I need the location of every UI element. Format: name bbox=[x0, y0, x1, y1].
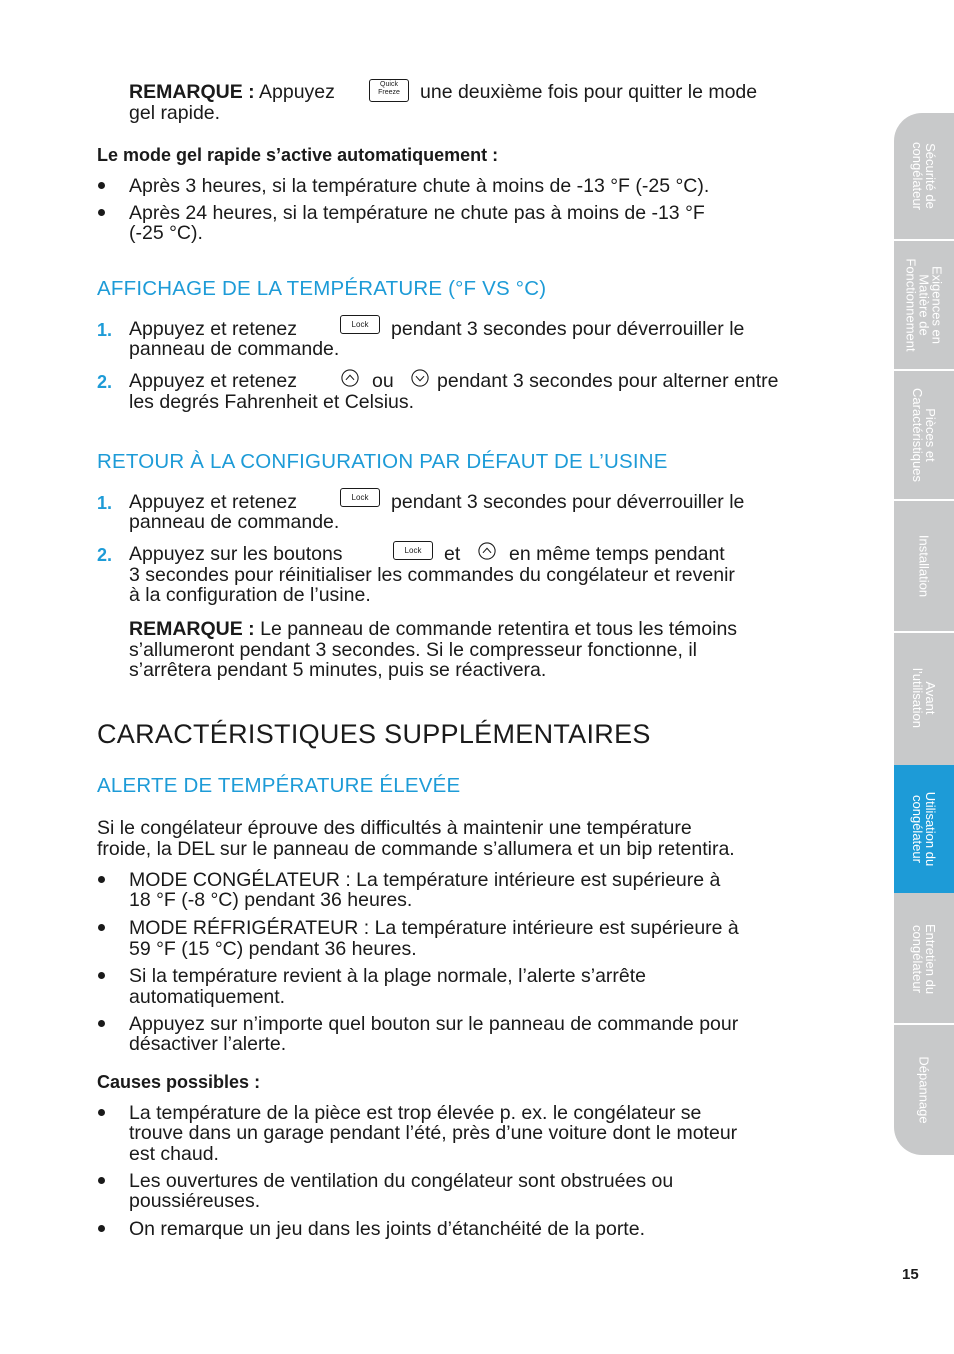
tab-label-line: Caractéristiques bbox=[910, 388, 925, 482]
tab-label bbox=[911, 388, 937, 482]
list-item: Après 24 heures, si la température ne chute pas à moins de -13 °F bbox=[129, 202, 705, 224]
step-text: ou bbox=[372, 370, 394, 392]
tab-label-line: Avant bbox=[923, 681, 938, 715]
step-number: 2. bbox=[97, 372, 113, 392]
section-heading: ALERTE DE TEMPÉRATURE ÉLEVÉE bbox=[97, 774, 461, 797]
bullet-dot bbox=[98, 924, 105, 931]
chevron-down-button-icon bbox=[411, 369, 429, 387]
note-text: Appuyez bbox=[259, 81, 335, 103]
note-text: s’allumeront pendant 3 secondes. Si le compresseur fonctionne, il bbox=[129, 639, 697, 661]
button-text: Lock bbox=[351, 320, 369, 329]
sidebar-tab-securite[interactable] bbox=[894, 113, 954, 239]
tab-label bbox=[918, 535, 931, 597]
page-title: CARACTÉRISTIQUES SUPPLÉMENTAIRES bbox=[97, 719, 651, 749]
tab-label-line: congélateur bbox=[910, 795, 925, 863]
tab-label-line: Entretien du bbox=[923, 923, 938, 995]
tab-label-line: Exigences en bbox=[929, 265, 945, 345]
step-number: 1. bbox=[97, 320, 113, 340]
sidebar-tab-avant[interactable] bbox=[894, 633, 954, 763]
button-text-line: Freeze bbox=[378, 89, 400, 96]
tab-label bbox=[911, 924, 937, 994]
step-text: Appuyez et retenez bbox=[129, 370, 298, 392]
tab-label-line: congélateur bbox=[910, 925, 925, 993]
sidebar-tab-depannage[interactable] bbox=[894, 1025, 954, 1155]
list-item: Après 3 heures, si la température chute à moins de -13 °F (-25 °C). bbox=[129, 175, 710, 197]
paragraph-line: Si le congélateur éprouve des difficultés à maintenir une température bbox=[97, 817, 692, 839]
bullet-dot bbox=[98, 1177, 105, 1184]
list-item: (-25 °C). bbox=[129, 222, 203, 244]
auto-heading: Le mode gel rapide s’active automatiquement : bbox=[97, 145, 499, 165]
list-item: MODE CONGÉLATEUR : La température intérieure est supérieure à bbox=[129, 869, 721, 891]
page-number: 15 bbox=[902, 1266, 919, 1283]
paragraph-line: froide, la DEL sur le panneau de commande s’allumera et un bip retentira. bbox=[97, 838, 735, 860]
list-item: trouve dans un garage pendant l’été, près d’une voiture dont le moteur bbox=[129, 1122, 738, 1144]
section-heading: RETOUR À LA CONFIGURATION PAR DÉFAUT DE L’USINE bbox=[97, 450, 668, 473]
tab-label bbox=[911, 792, 937, 866]
step-number: 2. bbox=[97, 545, 113, 565]
list-item: désactiver l’alerte. bbox=[129, 1033, 287, 1055]
tab-label-line: Sécurité de bbox=[923, 143, 938, 209]
tab-label-line: Utilisation du bbox=[923, 791, 938, 867]
sidebar-tab-entretien[interactable] bbox=[894, 895, 954, 1023]
tab-label bbox=[918, 1056, 931, 1123]
step-text: panneau de commande. bbox=[129, 511, 340, 533]
bullet-dot bbox=[98, 182, 105, 189]
note-text: Le panneau de commande retentira et tous les témoins bbox=[260, 618, 738, 640]
sidebar-tab-utilisation[interactable] bbox=[894, 765, 954, 893]
tab-label-line: Pièces et bbox=[923, 408, 938, 462]
step-text: 3 secondes pour réinitialiser les commandes du congélateur et revenir bbox=[129, 564, 735, 586]
bullet-dot bbox=[98, 1225, 105, 1232]
list-item: Appuyez sur n’importe quel bouton sur le panneau de commande pour bbox=[129, 1013, 739, 1035]
step-text: panneau de commande. bbox=[129, 338, 340, 360]
note-label: REMARQUE : bbox=[129, 618, 255, 640]
note-text: gel rapide. bbox=[129, 102, 221, 124]
list-item: Si la température revient à la plage normale, l’alerte s’arrête bbox=[129, 965, 647, 987]
tab-label-line: Installation bbox=[916, 534, 932, 598]
step-text: Appuyez sur les boutons bbox=[129, 543, 343, 565]
bullet-dot bbox=[98, 972, 105, 979]
bullet-dot bbox=[98, 209, 105, 216]
tab-label bbox=[911, 668, 937, 728]
button-text: Lock bbox=[351, 493, 369, 502]
list-item: automatiquement. bbox=[129, 986, 286, 1008]
button-text: Lock bbox=[404, 546, 422, 555]
tab-label-line: congélateur bbox=[910, 142, 925, 210]
step-text: à la configuration de l’usine. bbox=[129, 584, 371, 606]
tab-label-line: Matière de bbox=[916, 274, 932, 336]
tab-label-line: Dépannage bbox=[916, 1056, 932, 1124]
tab-label-line: l’utilisation bbox=[910, 668, 925, 728]
button-text-line: Quick bbox=[380, 81, 398, 88]
lock-button-icon bbox=[340, 315, 380, 334]
note-quick-freeze bbox=[129, 82, 335, 103]
step-text: pendant 3 secondes pour alterner entre bbox=[437, 370, 779, 392]
list-item: 18 °F (-8 °C) pendant 36 heures. bbox=[129, 889, 413, 911]
list-item: poussiéreuses. bbox=[129, 1190, 261, 1212]
tab-label bbox=[911, 142, 937, 210]
chevron-up-button-icon bbox=[341, 369, 359, 387]
step-text: en même temps pendant bbox=[509, 543, 725, 565]
list-item: MODE RÉFRIGÉRATEUR : La température intérieure est supérieure à bbox=[129, 917, 739, 939]
sidebar-tab-pieces[interactable] bbox=[894, 371, 954, 499]
bullet-dot bbox=[98, 1109, 105, 1116]
note-text: s’arrêtera pendant 5 minutes, puis se réactivera. bbox=[129, 659, 547, 681]
reset-note bbox=[129, 619, 737, 640]
list-item: La température de la pièce est trop élevée p. ex. le congélateur se bbox=[129, 1102, 702, 1124]
note-text: une deuxième fois pour quitter le mode bbox=[420, 81, 758, 103]
step-text: et bbox=[444, 543, 461, 565]
bullet-dot bbox=[98, 1020, 105, 1027]
sidebar-tab-exigences[interactable] bbox=[894, 241, 954, 369]
tab-label-line: Fonctionnement bbox=[903, 258, 919, 352]
list-item: On remarque un jeu dans les joints d’étanchéité de la porte. bbox=[129, 1218, 645, 1240]
step-number: 1. bbox=[97, 493, 113, 513]
tab-label bbox=[905, 258, 944, 351]
section-heading: AFFICHAGE DE LA TEMPÉRATURE (°F VS °C) bbox=[97, 277, 547, 300]
step-text: les degrés Fahrenheit et Celsius. bbox=[129, 391, 415, 413]
list-item: 59 °F (15 °C) pendant 36 heures. bbox=[129, 938, 417, 960]
causes-heading: Causes possibles : bbox=[97, 1072, 261, 1092]
step-text: pendant 3 secondes pour déverrouiller le bbox=[391, 491, 745, 513]
step-text: Appuyez et retenez bbox=[129, 318, 298, 340]
lock-button-icon bbox=[340, 488, 380, 507]
sidebar-tab-installation[interactable] bbox=[894, 501, 954, 631]
step-text: pendant 3 secondes pour déverrouiller le bbox=[391, 318, 745, 340]
bullet-dot bbox=[98, 876, 105, 883]
lock-button-icon bbox=[393, 541, 433, 560]
chevron-up-button-icon bbox=[478, 542, 496, 560]
list-item: Les ouvertures de ventilation du congélateur sont obstruées ou bbox=[129, 1170, 674, 1192]
list-item: est chaud. bbox=[129, 1143, 219, 1165]
step-text: Appuyez et retenez bbox=[129, 491, 298, 513]
quick-freeze-button-icon bbox=[369, 79, 409, 102]
note-label: REMARQUE : bbox=[129, 81, 255, 103]
